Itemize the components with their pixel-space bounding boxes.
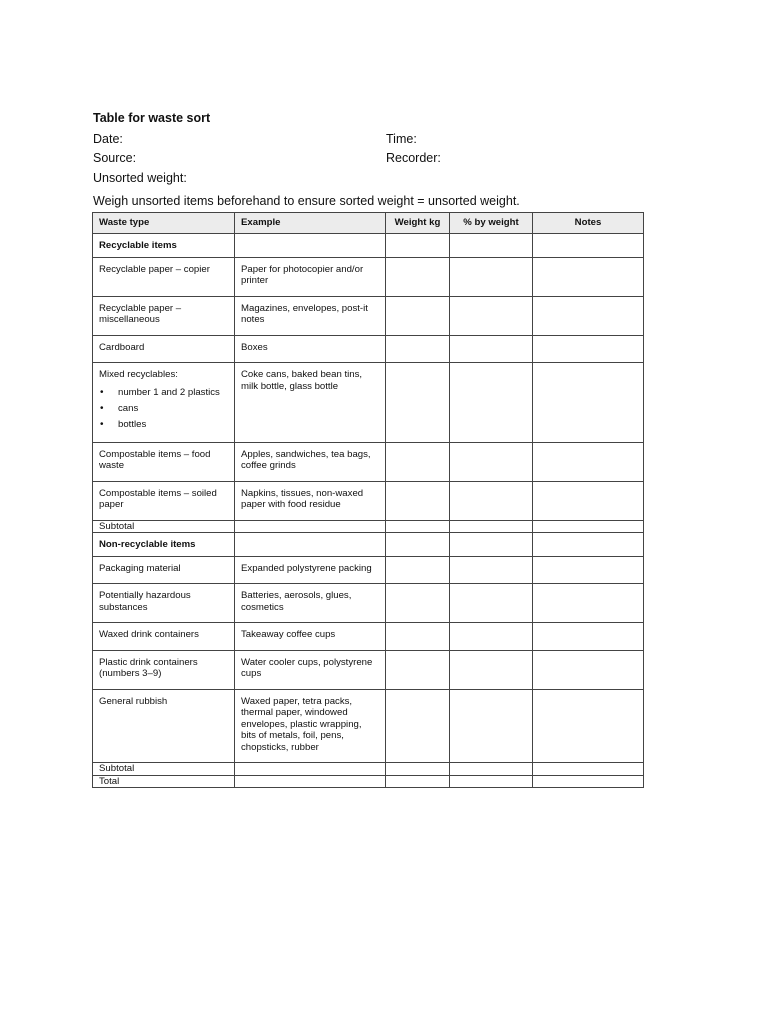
table-row — [93, 296, 644, 335]
table-header-row — [93, 213, 644, 234]
bullet-item: • number 1 and 2 plastics — [99, 385, 228, 401]
notes-cell[interactable] — [533, 481, 644, 520]
notes-cell[interactable] — [533, 584, 644, 623]
recorder-label: Recorder: — [386, 151, 441, 165]
notes-cell[interactable] — [533, 556, 644, 584]
subtotal-row — [93, 763, 644, 776]
example-cell: Waxed paper, tetra packs, thermal paper, windowed envelopes, plastic wrapping, bits of metals, foil, pens, chopsticks, rubber — [235, 689, 386, 763]
table-row — [93, 623, 644, 651]
header-percent: % by weight — [450, 213, 533, 234]
table-row — [93, 363, 644, 443]
bullet-list — [99, 385, 228, 433]
instruction-text: Weigh unsorted items beforehand to ensure sorted weight = unsorted weight. — [93, 194, 520, 208]
table-row — [93, 335, 644, 363]
notes-cell[interactable] — [533, 257, 644, 296]
date-label: Date: — [93, 132, 123, 146]
weight-cell[interactable] — [386, 650, 450, 689]
table-row — [93, 257, 644, 296]
notes-cell[interactable] — [533, 520, 644, 533]
notes-cell[interactable] — [533, 335, 644, 363]
total-label: Total — [93, 775, 235, 788]
weight-cell[interactable] — [386, 775, 450, 788]
notes-cell[interactable] — [533, 623, 644, 651]
header-waste-type: Waste type — [93, 213, 235, 234]
waste-type-cell: Potentially hazardous substances — [93, 584, 235, 623]
waste-type-cell: Cardboard — [93, 335, 235, 363]
waste-type-cell: Plastic drink containers (numbers 3–9) — [93, 650, 235, 689]
waste-sort-table — [92, 212, 644, 788]
source-label: Source: — [93, 151, 137, 165]
table-row — [93, 481, 644, 520]
waste-type-cell: Recyclable paper – copier — [93, 257, 235, 296]
table-row — [93, 442, 644, 481]
weight-cell[interactable] — [386, 257, 450, 296]
time-label: Time: — [386, 132, 417, 146]
example-cell: Expanded polystyrene packing — [235, 556, 386, 584]
waste-type-cell: Packaging material — [93, 556, 235, 584]
waste-type-cell: General rubbish — [93, 689, 235, 763]
percent-cell[interactable] — [450, 335, 533, 363]
percent-cell[interactable] — [450, 584, 533, 623]
notes-cell[interactable] — [533, 363, 644, 443]
header-notes: Notes — [533, 213, 644, 234]
weight-cell[interactable] — [386, 234, 450, 258]
percent-cell[interactable] — [450, 689, 533, 763]
weight-cell[interactable] — [386, 296, 450, 335]
waste-type-cell: Compostable items – food waste — [93, 442, 235, 481]
subtotal-label: Subtotal — [93, 763, 235, 776]
header-weight: Weight kg — [386, 213, 450, 234]
header-example: Example — [235, 213, 386, 234]
waste-type-cell — [93, 363, 235, 443]
percent-cell[interactable] — [450, 481, 533, 520]
percent-cell[interactable] — [450, 650, 533, 689]
weight-cell[interactable] — [386, 335, 450, 363]
example-cell: Magazines, envelopes, post-it notes — [235, 296, 386, 335]
page-title: Table for waste sort — [93, 111, 211, 125]
weight-cell[interactable] — [386, 689, 450, 763]
example-cell: Napkins, tissues, non-waxed paper with food residue — [235, 481, 386, 520]
notes-cell[interactable] — [533, 442, 644, 481]
section-heading-recyclable: Recyclable items — [93, 234, 235, 258]
section-heading-nonrecyclable: Non-recyclable items — [93, 533, 235, 557]
table-row — [93, 556, 644, 584]
weight-cell[interactable] — [386, 363, 450, 443]
example-cell: Boxes — [235, 335, 386, 363]
percent-cell[interactable] — [450, 556, 533, 584]
example-cell: Water cooler cups, polystyrene cups — [235, 650, 386, 689]
weight-cell[interactable] — [386, 533, 450, 557]
bullet-item: • bottles — [99, 417, 228, 433]
table-row — [93, 584, 644, 623]
waste-type-cell: Recyclable paper – miscellaneous — [93, 296, 235, 335]
waste-type-label: Mixed recyclables: — [99, 369, 178, 380]
weight-cell[interactable] — [386, 520, 450, 533]
example-cell: Paper for photocopier and/or printer — [235, 257, 386, 296]
percent-cell[interactable] — [450, 520, 533, 533]
weight-cell[interactable] — [386, 623, 450, 651]
bullet-item: • cans — [99, 401, 228, 417]
notes-cell[interactable] — [533, 296, 644, 335]
subtotal-label: Subtotal — [93, 520, 235, 533]
notes-cell[interactable] — [533, 533, 644, 557]
percent-cell[interactable] — [450, 763, 533, 776]
waste-type-cell: Compostable items – soiled paper — [93, 481, 235, 520]
notes-cell[interactable] — [533, 763, 644, 776]
percent-cell[interactable] — [450, 296, 533, 335]
weight-cell[interactable] — [386, 442, 450, 481]
table-row — [93, 650, 644, 689]
example-cell: Batteries, aerosols, glues, cosmetics — [235, 584, 386, 623]
example-cell: Coke cans, baked bean tins, milk bottle, glass bottle — [235, 363, 386, 443]
table-row — [93, 689, 644, 763]
percent-cell[interactable] — [450, 775, 533, 788]
section-heading-row — [93, 234, 644, 258]
percent-cell[interactable] — [450, 623, 533, 651]
example-cell: Takeaway coffee cups — [235, 623, 386, 651]
subtotal-row — [93, 520, 644, 533]
weight-cell[interactable] — [386, 556, 450, 584]
total-row — [93, 775, 644, 788]
weight-cell[interactable] — [386, 481, 450, 520]
notes-cell[interactable] — [533, 234, 644, 258]
waste-type-cell: Waxed drink containers — [93, 623, 235, 651]
percent-cell[interactable] — [450, 533, 533, 557]
percent-cell[interactable] — [450, 363, 533, 443]
notes-cell[interactable] — [533, 650, 644, 689]
example-cell: Apples, sandwiches, tea bags, coffee grinds — [235, 442, 386, 481]
percent-cell[interactable] — [450, 234, 533, 258]
section-heading-row — [93, 533, 644, 557]
percent-cell[interactable] — [450, 257, 533, 296]
weight-cell[interactable] — [386, 584, 450, 623]
unsorted-weight-label: Unsorted weight: — [93, 171, 187, 185]
percent-cell[interactable] — [450, 442, 533, 481]
weight-cell[interactable] — [386, 763, 450, 776]
notes-cell[interactable] — [533, 689, 644, 763]
notes-cell[interactable] — [533, 775, 644, 788]
